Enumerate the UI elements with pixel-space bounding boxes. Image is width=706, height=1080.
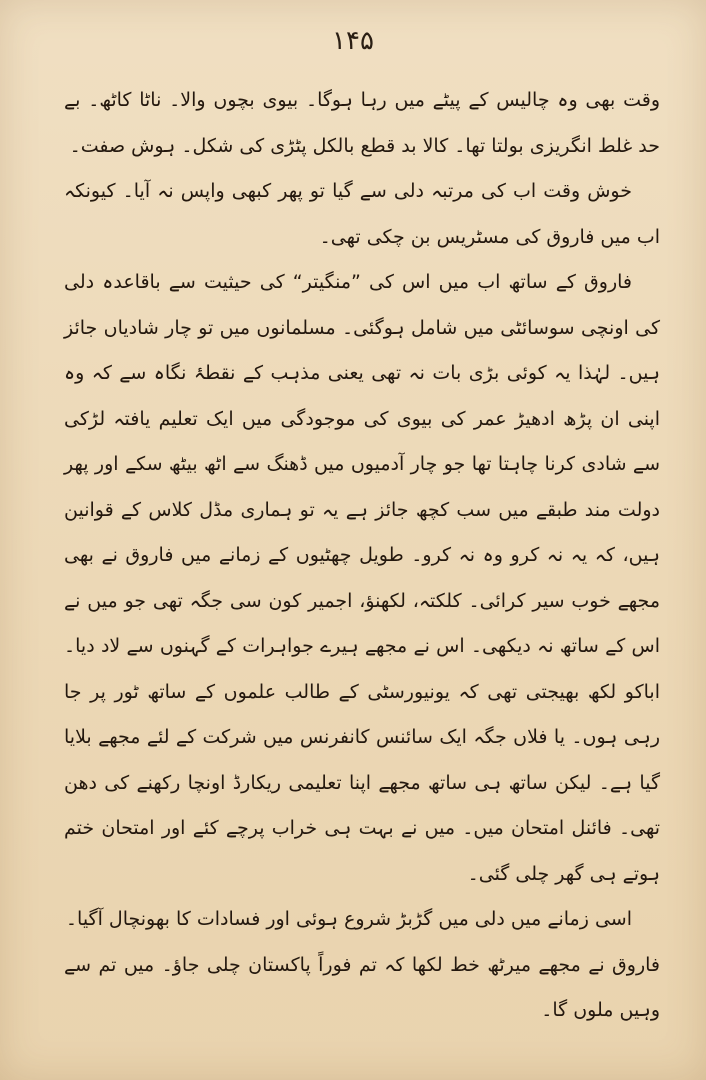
page-number: ۱۴۵ xyxy=(332,26,374,56)
paragraph: فاروق نے مجھے میرٹھ خط لکھا کہ تم فوراً پاکستان چلی جاؤ۔ میں تم سے وہیں ملوں گا۔ xyxy=(64,953,660,1021)
page-body-text xyxy=(64,78,660,1034)
paragraph: اسی زمانے میں دلی میں گڑبڑ شروع ہوئی اور فسادات کا بھونچال آگیا۔ xyxy=(65,908,632,930)
paragraph: فاروق کے ساتھ اب میں اس کی ”منگیتر“ کی حیثیت سے باقاعدہ دلی کی اونچی سوسائٹی میں شامل ہوگئی۔ مسلمانوں میں تو چار شادیاں جائز ہیں۔ لہٰذا یہ کوئی بڑی بات نہ تھی یعنی مذہب کے نقطۂ نگاہ سے کہ وہ اپنی ان پڑھ ادھیڑ عمر کی بیوی کی موجودگی میں ایک تعلیم یافتہ لڑکی سے شادی کرنا چاہتا تھا جو چار آدمیوں میں ڈھنگ سے اٹھ بیٹھ سکے اور پھر دولت مند طبقے میں سب کچھ جائز ہے یہ تو ہماری مڈل کلاس کے قوانین ہیں، کہ یہ نہ کرو وہ نہ کرو۔ طویل چھٹیوں کے زمانے میں فاروق نے بھی مجھے خوب سیر کرائی۔ کلکتہ، لکھنؤ، اجمیر کون سی جگہ تھی جو میں نے اس کے ساتھ نہ دیکھی۔ اس نے مجھے ہیرے جواہرات کے گہنوں سے لاد دیا۔ اباکو لکھ بھیجتی تھی کہ یونیورسٹی کے طالب علموں کے ساتھ ٹور پر جا رہی ہوں۔ یا فلاں جگہ ایک سائنس کانفرنس میں شرکت کے لئے مجھے بلایا گیا ہے۔ لیکن ساتھ ہی ساتھ مجھے اپنا تعلیمی ریکارڈ اونچا رکھنے کی دھن تھی۔ فائنل امتحان میں۔ میں نے بہت ہی خراب پرچے کئے اور امتحان ختم ہوتے ہی گھر چلی گئی۔ xyxy=(64,271,660,885)
paragraph: وقت بھی وہ چالیس کے پیٹے میں رہا ہوگا۔ بیوی بچوں والا۔ ناٹا کاٹھ۔ بے حد غلط انگریزی بولتا تھا۔ کالا بد قطع بالکل پٹڑی کی شکل۔ ہوش صفت۔ xyxy=(64,89,660,157)
paragraph: خوش وقت اب کی مرتبہ دلی سے گیا تو پھر کبھی واپس نہ آیا۔ کیونکہ اب میں فاروق کی مسٹریس بن چکی تھی۔ xyxy=(64,180,660,248)
